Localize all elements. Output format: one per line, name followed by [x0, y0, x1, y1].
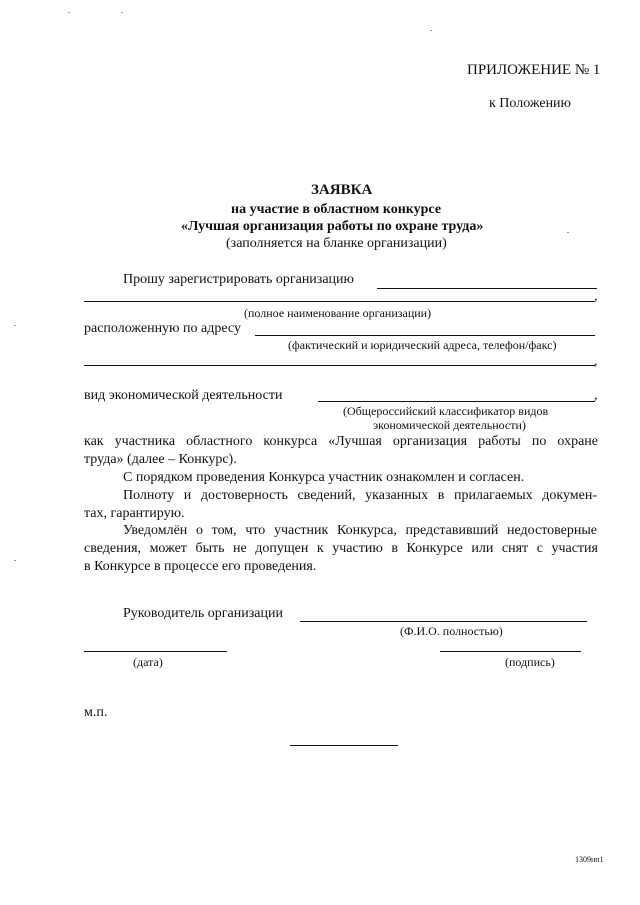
address-field-line-1[interactable]	[255, 335, 595, 336]
scan-speck	[121, 12, 123, 13]
address-hint: (фактический и юридический адреса, телефон/факс)	[288, 338, 557, 352]
body-paragraph-2: С порядком проведения Конкурса участник ознакомлен и согласен.	[123, 470, 525, 485]
fio-hint: (Ф.И.О. полностью)	[400, 624, 503, 638]
scan-speck	[430, 30, 432, 31]
body-paragraph-3-line-2: тах, гарантирую.	[84, 506, 185, 521]
address-label: расположенную по адресу	[84, 321, 241, 336]
activity-label: вид экономической деятельности	[84, 388, 283, 403]
okved-hint-1: (Общероссийский классификатор видов	[343, 404, 549, 418]
document-code: 1309нп1	[575, 855, 604, 864]
body-paragraph-4-line-1: Уведомлён о том, что участник Конкурса, представивший недостоверные	[123, 523, 597, 538]
regulation-label: к Положению	[489, 96, 572, 111]
contest-name: «Лучшая организация работы по охране труда»	[181, 219, 484, 234]
scan-speck	[68, 12, 70, 13]
bottom-rule	[290, 745, 398, 746]
org-name-hint: (полное наименование организации)	[244, 306, 432, 320]
org-name-field-line-2[interactable]	[84, 301, 595, 302]
document-title: ЗАЯВКА	[311, 182, 373, 198]
stamp-label: м.п.	[84, 705, 108, 720]
head-name-field-line[interactable]	[300, 621, 587, 622]
scan-speck	[567, 232, 569, 233]
body-paragraph-1-line-1: как участника областного конкурса «Лучшая организация работы по охране	[84, 434, 598, 449]
appendix-label: ПРИЛОЖЕНИЕ № 1	[467, 62, 601, 78]
form-note: (заполняется на бланке организации)	[226, 236, 447, 251]
date-hint: (дата)	[133, 655, 163, 669]
scan-speck	[14, 325, 16, 326]
body-paragraph-3-line-1: Полноту и достоверность сведений, указанных в прилагаемых докумен-	[123, 488, 597, 503]
date-field-line[interactable]	[84, 651, 227, 652]
comma: ,	[594, 289, 598, 304]
body-paragraph-1-line-2: труда» (далее – Конкурс).	[84, 452, 237, 467]
title-subtitle: на участие в областном конкурсе	[231, 202, 442, 217]
okved-hint-2: экономической деятельности)	[373, 418, 526, 432]
activity-field-line[interactable]	[318, 401, 595, 402]
scan-speck	[14, 560, 16, 561]
comma: ,	[594, 388, 598, 403]
head-of-organization-label: Руководитель организации	[123, 606, 283, 621]
signature-hint: (подпись)	[505, 655, 555, 669]
request-label: Прошу зарегистрировать организацию	[123, 272, 354, 287]
org-name-field-line-1[interactable]	[377, 288, 597, 289]
address-field-line-2[interactable]	[84, 365, 595, 366]
body-paragraph-4-line-2: сведения, может быть не допущен к участию в Конкурсе или снят с участия	[84, 541, 598, 556]
signature-field-line[interactable]	[440, 651, 581, 652]
body-paragraph-4-line-3: в Конкурсе в процессе его проведения.	[84, 559, 317, 574]
comma: ,	[594, 354, 598, 369]
